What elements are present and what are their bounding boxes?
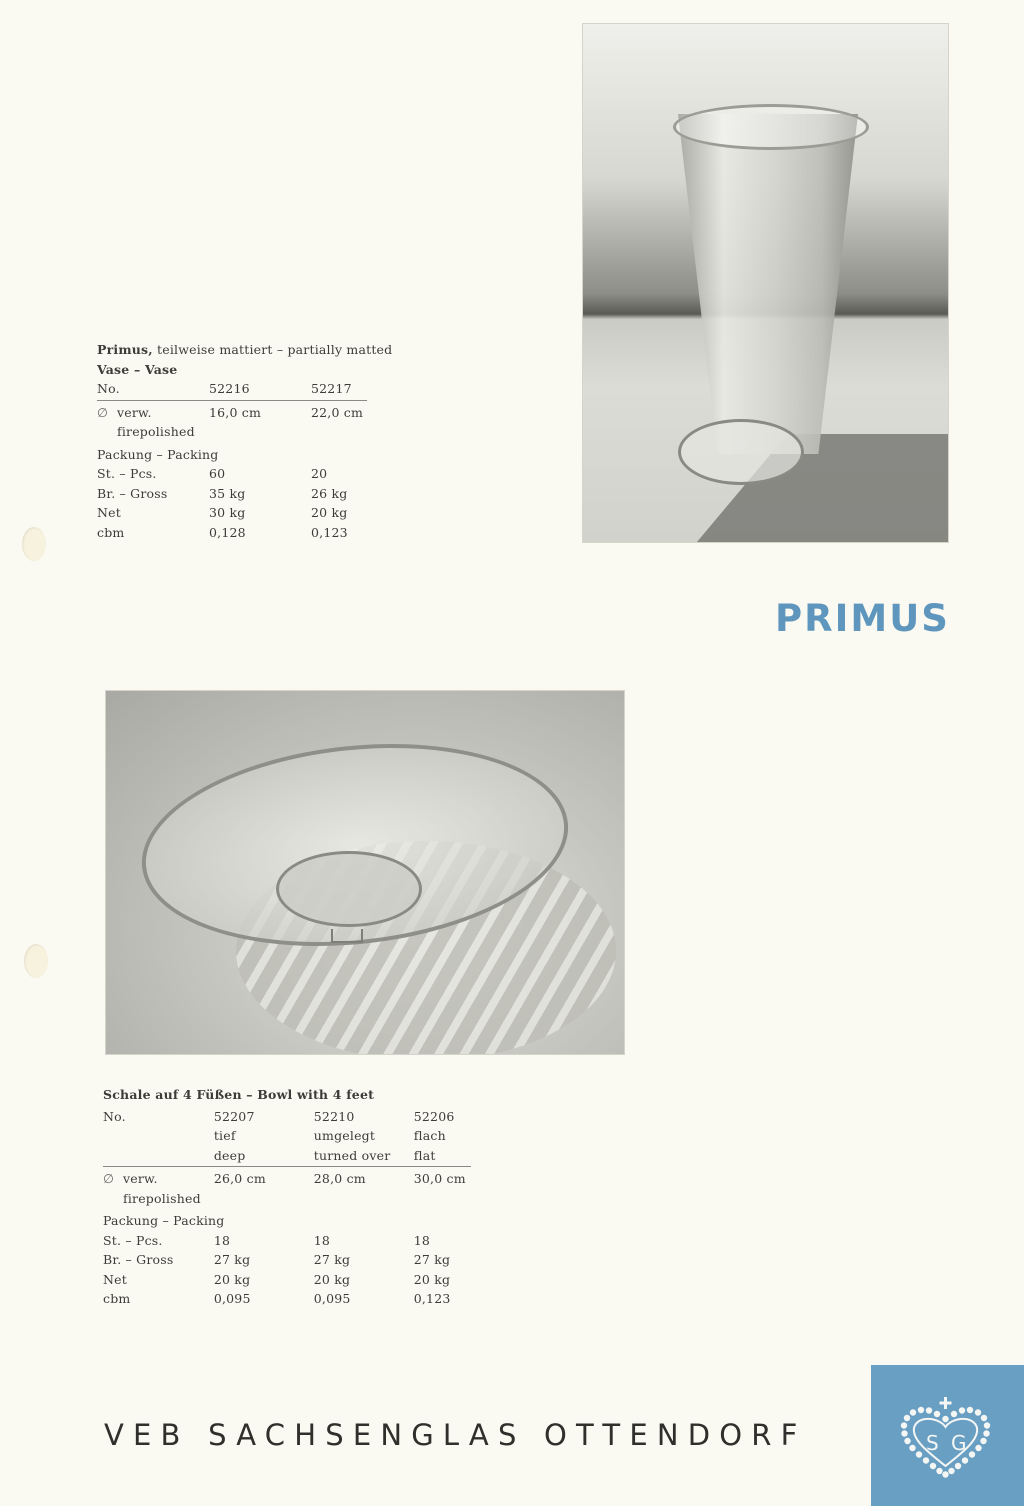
packing-row — [97, 523, 427, 543]
divider — [97, 400, 367, 401]
row-value: 18 — [413, 1232, 431, 1248]
row-value: 0,128 — [209, 524, 246, 540]
variant-de: tief — [213, 1128, 236, 1143]
vase-foot — [678, 419, 804, 485]
vase-photo — [582, 23, 949, 543]
diameter-label: verw. — [117, 404, 152, 420]
vase-rim — [673, 104, 869, 150]
row-value: 35 kg — [209, 485, 246, 501]
logo-letter-s: S — [926, 1431, 939, 1455]
vase-firepolished-row — [97, 422, 427, 442]
row-label: Net — [97, 505, 121, 520]
row-value: 20 kg — [413, 1271, 451, 1287]
packing-row — [97, 484, 427, 504]
company-logo — [871, 1365, 1024, 1506]
row-value: 30 kg — [209, 505, 246, 520]
packing-row — [103, 1250, 483, 1270]
bowl-diameter-row — [103, 1169, 483, 1189]
bowl-foot — [331, 929, 363, 943]
packing-row — [103, 1270, 483, 1290]
row-value: 27 kg — [313, 1252, 351, 1267]
row-value: 18 — [313, 1232, 331, 1248]
bowl-variant-en-row — [103, 1146, 483, 1166]
row-value: 0,123 — [413, 1291, 451, 1306]
bowl-photo — [105, 690, 625, 1055]
row-value: 27 kg — [213, 1252, 251, 1267]
bowl-spec-table — [103, 1085, 483, 1309]
punch-hole-top — [22, 527, 46, 561]
row-label: Net — [103, 1271, 127, 1287]
bowl-heading: Schale auf 4 Füßen – Bowl with 4 feet — [103, 1087, 375, 1102]
item-number: 52207 — [213, 1108, 255, 1124]
series-title: PRIMUS — [775, 597, 950, 640]
item-number: 52217 — [311, 381, 352, 396]
diameter-icon: ∅ — [103, 1171, 115, 1186]
punch-hole-bottom — [24, 944, 48, 978]
diameter-label: verw. — [123, 1171, 158, 1186]
row-value: 20 — [311, 466, 328, 481]
row-value: 20 kg — [311, 505, 348, 520]
variant-en: flat — [413, 1147, 436, 1163]
packing-row — [97, 464, 427, 484]
packing-heading: Packung – Packing — [97, 446, 219, 462]
diameter-value: 30,0 cm — [413, 1171, 466, 1186]
diameter-value: 16,0 cm — [209, 404, 262, 420]
firepolished-label: firepolished — [123, 1190, 201, 1206]
bowl-center — [276, 851, 422, 927]
packing-row — [103, 1231, 483, 1251]
diameter-value: 22,0 cm — [311, 404, 364, 420]
row-value: 18 — [213, 1232, 231, 1248]
no-label: No. — [97, 381, 120, 396]
diameter-value: 26,0 cm — [213, 1171, 266, 1186]
row-value: 20 kg — [313, 1271, 351, 1287]
packing-row — [103, 1289, 483, 1309]
item-number: 52206 — [413, 1108, 455, 1124]
packing-heading: Packung – Packing — [103, 1213, 225, 1228]
firepolished-label: firepolished — [117, 424, 195, 439]
item-number: 52216 — [209, 381, 250, 396]
vase-number-row — [97, 379, 427, 399]
row-label: cbm — [97, 524, 125, 540]
variant-en: turned over — [313, 1147, 391, 1163]
variant-de: flach — [413, 1128, 446, 1143]
item-number: 52210 — [313, 1108, 355, 1124]
vase-heading-rest: teilweise mattiert – partially matted — [152, 342, 393, 357]
row-label: Br. – Gross — [103, 1252, 174, 1267]
row-label: Br. – Gross — [97, 485, 168, 501]
vase-heading-name: Primus, — [97, 342, 153, 357]
vase-subheading: Vase – Vase — [97, 361, 178, 377]
row-value: 0,095 — [313, 1291, 351, 1306]
row-value: 20 kg — [213, 1271, 251, 1287]
row-label: cbm — [103, 1291, 131, 1306]
row-value: 26 kg — [311, 485, 348, 501]
row-value: 0,123 — [311, 524, 348, 540]
row-value: 0,095 — [213, 1291, 251, 1306]
row-label: St. – Pcs. — [103, 1232, 163, 1248]
row-value: 60 — [209, 466, 226, 481]
heart-with-cross-icon — [871, 1365, 1024, 1506]
vase-spec-table — [97, 340, 427, 542]
variant-en: deep — [213, 1147, 246, 1163]
bowl-variant-de-row — [103, 1126, 483, 1146]
row-value: 27 kg — [413, 1252, 451, 1267]
vase-diameter-row — [97, 403, 427, 423]
no-label: No. — [103, 1108, 126, 1124]
diameter-icon: ∅ — [97, 404, 109, 420]
variant-de: umgelegt — [313, 1128, 376, 1143]
vase-heading — [97, 340, 427, 360]
vase-body — [678, 114, 858, 454]
row-label: St. – Pcs. — [97, 466, 157, 481]
diameter-value: 28,0 cm — [313, 1171, 366, 1186]
logo-letter-g: G — [951, 1431, 967, 1455]
bowl-number-row — [103, 1107, 483, 1127]
packing-row — [97, 503, 427, 523]
company-name: VEB SACHSENGLAS OTTENDORF — [104, 1418, 807, 1452]
divider — [103, 1166, 471, 1167]
bowl-firepolished-row — [103, 1189, 483, 1209]
